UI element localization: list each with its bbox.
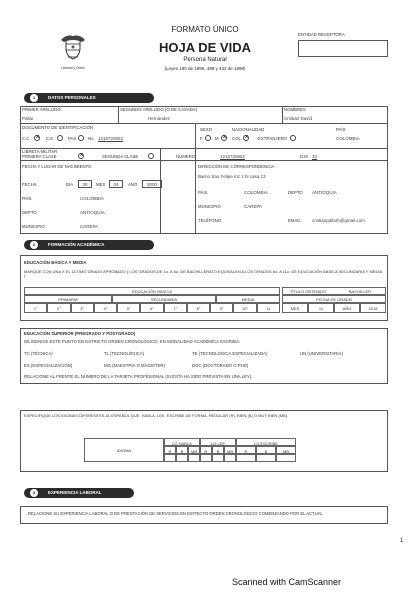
- fecha-grado-label: FECHA DE GRADO: [316, 297, 352, 302]
- grado-cell[interactable]: [233, 303, 256, 313]
- extranjero-checkbox[interactable]: [290, 135, 296, 141]
- sexo-label: SEXO: [200, 127, 212, 132]
- modalidad-tl: TL (TECNOLÓGICA): [104, 351, 145, 356]
- pais2-value[interactable]: COLOMBIA: [244, 190, 268, 195]
- sexo-m-label: M: [215, 136, 219, 141]
- idioma-level-header: [176, 446, 188, 454]
- idioma-level-label: B: [264, 448, 268, 454]
- secundaria-header: SECUNDARIA: [150, 297, 178, 302]
- idioma-level-header: [188, 446, 200, 454]
- form-subtitle: Persona Natural: [183, 57, 227, 63]
- depto1-label: DEPTO: [22, 210, 37, 215]
- anio-label: AÑO: [128, 182, 138, 187]
- dia-label: DÍA: [66, 182, 74, 187]
- fecha-lugar-label: FECHA Y LUGAR DE NACIMIENTO: [22, 164, 92, 169]
- mes-label: MES: [96, 182, 106, 187]
- pais-nac-value[interactable]: COLOMBIA: [336, 136, 360, 141]
- lo-escribe-header: LO ESCRIBE: [253, 441, 278, 446]
- section-2-header: [24, 240, 154, 250]
- section-3-number: 3: [30, 489, 38, 497]
- grado-cell[interactable]: [140, 303, 163, 313]
- grado-cell[interactable]: [257, 303, 280, 313]
- section-2-title: FORMACIÓN ACADÉMICA: [48, 242, 105, 247]
- primer-apellido-value[interactable]: Pallar: [22, 116, 34, 121]
- idioma-level-header: [212, 446, 224, 454]
- anio-field[interactable]: 2000: [142, 180, 162, 188]
- page-number: 1: [400, 538, 404, 544]
- section-2-number: 2: [30, 241, 38, 249]
- idioma-header: IDIOMA: [116, 448, 132, 453]
- idioma-level-label: MB: [227, 448, 233, 454]
- segunda-clase-checkbox[interactable]: [148, 153, 154, 159]
- modalidad-tc: TC (TÉCNICA): [24, 351, 53, 356]
- section-1-header: [24, 93, 154, 103]
- grado-mes-value[interactable]: 11: [318, 306, 324, 311]
- dia-field[interactable]: 30: [78, 180, 92, 188]
- lo-habla-header: LO HABLA: [172, 441, 192, 446]
- direccion-label: DIRECCIÓN DE CORRESPONDENCIA: [198, 164, 275, 169]
- section-3-header: [24, 488, 134, 498]
- grado-cell[interactable]: [71, 303, 94, 313]
- grado-label: 4°: [103, 306, 108, 311]
- mpio1-value[interactable]: CAREPA: [80, 224, 99, 229]
- section-1-number: 1: [30, 94, 38, 102]
- idioma-level-cell[interactable]: [236, 454, 256, 462]
- grado-label: 5°: [126, 306, 131, 311]
- camscanner-watermark: Scanned with CamScanner: [232, 577, 342, 587]
- modalidad-un: UN (UNIVERSITARIA): [300, 351, 343, 356]
- cc-checkbox[interactable]: [34, 135, 40, 141]
- grado-cell[interactable]: [117, 303, 140, 313]
- sexo-m-checkbox[interactable]: [221, 135, 227, 141]
- telefono-label: TELÉFONO: [198, 218, 222, 223]
- basica-title: EDUCACIÓN BÁSICA Y MEDIA: [24, 260, 87, 265]
- ce-label: C.E.: [46, 136, 55, 141]
- media-header: MEDIA: [241, 297, 255, 302]
- idioma-level-label: R: [244, 448, 248, 454]
- idioma-level-label: MB: [191, 448, 197, 454]
- pas-checkbox[interactable]: [78, 135, 84, 141]
- libreta-label: LIBRETA MILITAR: [22, 149, 58, 154]
- documento-number[interactable]: 1216720652: [98, 136, 124, 141]
- titulo-obtenido-label: TÍTULO OBTENIDO: [289, 289, 327, 294]
- idioma-level-header: [224, 446, 236, 454]
- grado-anio-label: AÑO: [342, 306, 352, 311]
- experiencia-desc: RELACIONE SU EXPERIENCIA LABORAL O DE PRESTACIÓN DE SERVICIOS EN ESTRICTO ORDEN CRONOLÓGICO COMENZANDO POR EL ACTUAL: [28, 511, 323, 516]
- idioma-level-cell[interactable]: [256, 454, 276, 462]
- nombres-value[interactable]: Cristian David: [284, 116, 313, 121]
- segunda-clase-label: SEGUNDA CLASE: [102, 154, 139, 159]
- grado-cell[interactable]: [187, 303, 210, 313]
- grado-label: 6°: [150, 306, 154, 311]
- basica-desc: MARQUE CON UNA X EL ÚLTIMO GRADO APROBADO ( LOS GRADOS DE 1o. A 6o. DE BACHILLERATO EQUIVALEN A LOS GRADOS 6o. A 11o. DE EDUCACIÓN BÁSICA SECUNDARIA Y MEDIA ): [24, 269, 382, 279]
- idioma-level-cell[interactable]: [276, 454, 296, 462]
- idioma-level-cell[interactable]: [176, 454, 188, 462]
- modalidad-es: ES (ESPECIALIZACIÓN): [24, 363, 73, 368]
- idiomas-title: ESPECIFIQUE LOS IDIOMAS DIFERENTES AL ESPAÑOL QUE: HABLA, LEE, ESCRIBE DE FORMA, REGULAR (R), BIEN (B) O MUY BIEN (MB): [24, 413, 288, 418]
- mes-field[interactable]: 04: [109, 180, 123, 188]
- primera-clase-label: PRIMERA CLASE: [22, 154, 57, 159]
- direccion-value[interactable]: Barrio San Felipe mz 2 bl casa 13: [198, 174, 266, 179]
- grado-label: 1°: [33, 306, 38, 311]
- sexo-f-label: F: [200, 136, 203, 141]
- superior-desc: DILIGENCIE ESTE PUNTO EN ESTRICTO ORDEN CRONOLÓGICO, EN MODALIDAD ACADÉMICA ESCRIBA:: [24, 339, 241, 344]
- escudo-text: Libertad y Orden: [61, 66, 85, 70]
- idioma-level-cell[interactable]: [200, 454, 212, 462]
- section-3-title: EXPERIENCIA LABORAL: [48, 490, 102, 495]
- idioma-level-cell[interactable]: [212, 454, 224, 462]
- mpio2-label: MUNICIPIO: [198, 204, 221, 209]
- form-title: HOJA DE VIDA: [159, 40, 251, 55]
- grado-cell[interactable]: [94, 303, 117, 313]
- nacionalidad-label: NACIONALIDAD: [232, 127, 265, 132]
- idioma-level-label: B: [180, 448, 184, 454]
- grado-anio-value[interactable]: 2018: [368, 306, 378, 311]
- col-label: COL: [232, 136, 241, 141]
- depto2-label: DEPTO: [288, 190, 303, 195]
- escudo-logo: [58, 32, 88, 68]
- depto2-value[interactable]: ANTIOQUIA: [312, 190, 337, 195]
- idioma-level-cell[interactable]: [164, 454, 176, 462]
- idioma-level-header: [200, 446, 212, 454]
- pais1-label: PAÍS: [22, 196, 32, 201]
- form-label: FORMATO ÚNICO: [171, 25, 239, 34]
- sexo-f-checkbox[interactable]: [205, 135, 211, 141]
- modalidad-mg: MG (MAESTRÍA O MAGISTER): [104, 363, 165, 368]
- modalidad-te: TE (TECNOLÓGICA ESPECIALIZADA): [192, 351, 268, 356]
- libreta-numero-label: NÚMERO: [176, 154, 196, 159]
- primer-apellido-label: PRIMER APELLIDO: [22, 107, 61, 112]
- idioma-level-header: [164, 446, 176, 454]
- fecha-label: FECHA: [22, 182, 37, 187]
- mpio1-label: MUNICIPIO: [22, 224, 45, 229]
- idioma-level-label: R: [204, 448, 208, 454]
- idioma-level-cell[interactable]: [188, 454, 200, 462]
- grado-label: 9°: [219, 306, 224, 311]
- email-value[interactable]: cristianpallarh@gmail.com: [312, 218, 365, 223]
- idioma-level-header: [256, 446, 276, 454]
- grado-cell[interactable]: [210, 303, 233, 313]
- grado-label: 3°: [80, 306, 85, 311]
- ce-checkbox[interactable]: [57, 135, 63, 141]
- grado-cell[interactable]: [164, 303, 187, 313]
- grado-mes-label: MES: [290, 306, 300, 311]
- superior-title: EDUCACIÓN SUPERIOR (PREGRADO Y POSTGRADO): [24, 331, 136, 336]
- idioma-level-label: R: [168, 448, 172, 454]
- idioma-level-cell[interactable]: [224, 454, 236, 462]
- grado-label: 2°: [56, 306, 61, 311]
- grado-label: 8°: [196, 306, 201, 311]
- idioma-level-label: B: [216, 448, 220, 454]
- section-1-title: DATOS PERSONALES: [48, 95, 96, 100]
- dm-label: D.M.: [300, 154, 310, 159]
- email-label: EMAIL: [288, 218, 301, 223]
- idioma-level-header: [276, 446, 296, 454]
- modalidad-doc: DOC (DOCTORADO O PHD): [192, 363, 249, 368]
- grado-label: 11: [266, 306, 271, 311]
- grado-cell[interactable]: [47, 303, 70, 313]
- entidad-label: ENTIDAD RECEPTORA: [298, 32, 345, 37]
- no-label: No.: [88, 136, 95, 141]
- extranjero-label: EXTRANJERO: [258, 136, 287, 141]
- primaria-header: PRIMARIA: [58, 297, 78, 302]
- grado-cell[interactable]: [24, 303, 47, 313]
- pais2-label: PAÍS: [198, 190, 208, 195]
- mpio2-value[interactable]: CAREPA: [244, 204, 263, 209]
- lo-lee-header: LO LEE: [210, 441, 225, 446]
- segundo-apellido-value[interactable]: Hernández: [148, 116, 171, 121]
- pais-nac-label: PAÍS: [336, 127, 346, 132]
- segundo-apellido-label: SEGUNDO APELLIDO (O DE CASADA): [120, 107, 198, 112]
- documento-label: DOCUMENTO DE IDENTIFICACIÓN: [22, 125, 94, 130]
- depto1-value[interactable]: ANTIOQUIA: [80, 210, 105, 215]
- idioma-level-label: MB: [283, 448, 289, 454]
- form-law: (Leyes 190 de 1995, 489 y 443 de 1998): [164, 66, 246, 71]
- idioma-level-header: [236, 446, 256, 454]
- dm-value[interactable]: 33: [312, 154, 318, 159]
- educacion-basica-header: EDUCACIÓN BÁSICA: [132, 289, 172, 294]
- pais1-value[interactable]: COLOMBIA: [80, 196, 104, 201]
- pas-label: PAS: [68, 136, 77, 141]
- libreta-numero-value[interactable]: 1216720652: [220, 154, 246, 159]
- cc-label: C.C.: [22, 136, 31, 141]
- entidad-field[interactable]: [298, 40, 388, 57]
- titulo-obtenido-value[interactable]: BACHILLER: [348, 289, 372, 294]
- grado-label: 7°: [173, 306, 178, 311]
- col-checkbox[interactable]: [243, 135, 249, 141]
- primera-clase-checkbox[interactable]: [78, 153, 84, 159]
- nombres-label: NOMBRES: [284, 107, 306, 112]
- grado-label: 10°: [242, 306, 249, 311]
- tarjeta-profesional-label: RELACIONE AL FRENTE EL NÚMERO DE LA TARJETA PROFESIONAL (SI ÉSTA HA SIDO PREVISTA EN UNA LEY).: [24, 374, 253, 379]
